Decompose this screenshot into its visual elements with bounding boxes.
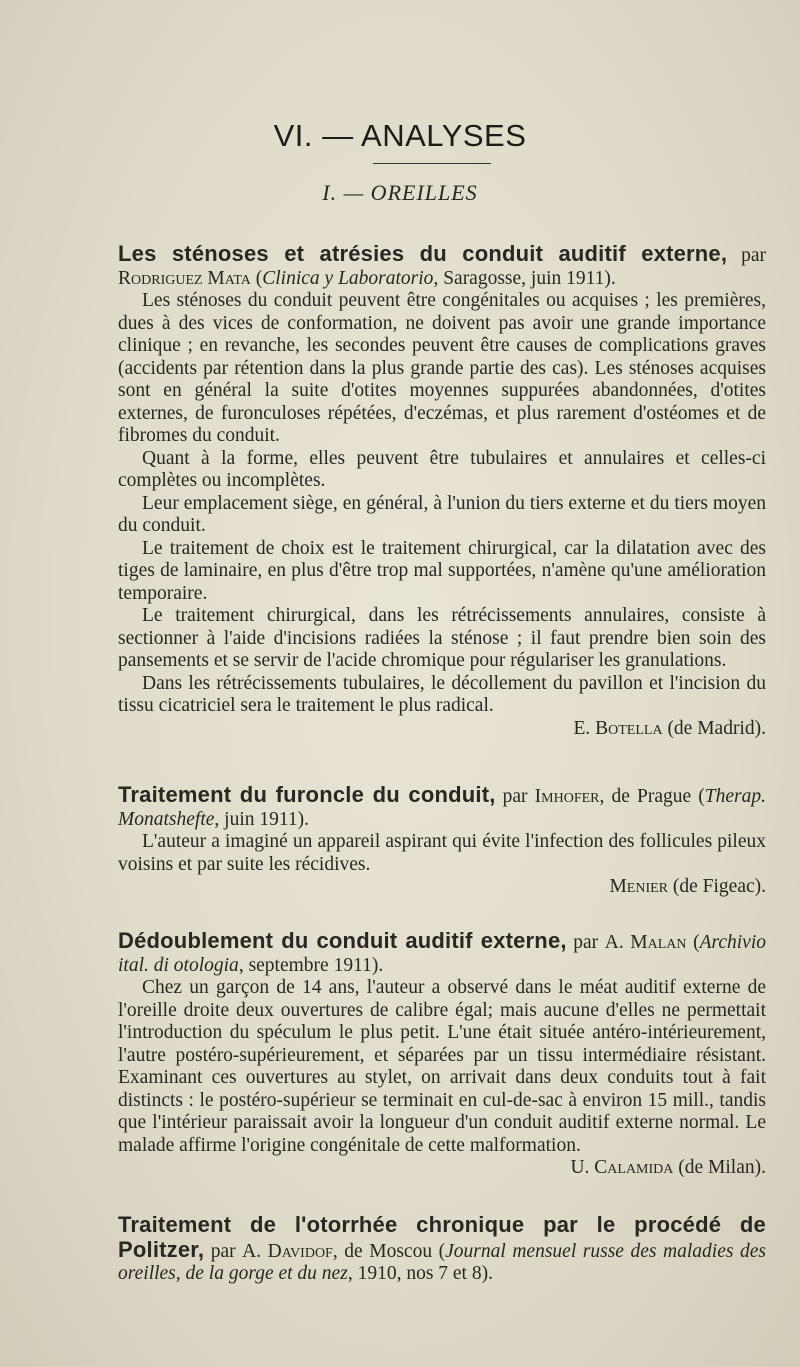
subsection-title: I. — OREILLES (322, 180, 478, 205)
article-signature (118, 876, 766, 899)
article-by: par (495, 786, 535, 807)
article-signature (118, 718, 766, 741)
article-heading: Les sténoses et atrésies du conduit auditif externe, (118, 241, 728, 266)
article-journal: Therap. Monatshefte (118, 786, 766, 830)
article-heading: Dédoublement du conduit auditif externe, (118, 928, 567, 953)
article-paragraph: Dans les rétrécissements tubulaires, le décollement du pavillon et l'incision du tissu cicatriciel sera le traitement le plus radical. (118, 672, 766, 716)
article-paragraph: Les sténoses du conduit peuvent être congénitales ou acquises ; les premières, dues à des vices de conformation, ne doivent pas avoir une grande importance clinique ; en revanche, les secondes peuvent être causes de complications graves (accidents par rétention dans la plus grande partie des cas). Les sténoses acquises sont en général la suite d'otites moyennes suppurées abandonnées, d'otites externes, de furonculoses répétées, d'eczémas, et plus rarement d'ostéomes et de fibromes du conduit. (118, 290, 766, 446)
signature-name: Menier (609, 876, 668, 897)
article-ref-open: ( (250, 267, 263, 289)
article-ref-open: , de Moscou ( (332, 1240, 446, 1262)
signature-place: (de Milan). (673, 1157, 766, 1178)
article-heading: Traitement du furoncle du conduit, (118, 782, 496, 807)
article-by: par (727, 245, 767, 266)
article-header (118, 930, 766, 977)
article-ref-rest: , 1910, nos 7 et 8). (347, 1263, 493, 1284)
article-paragraph: Le traitement chirurgical, dans les rétrécissements annulaires, consiste à sectionner à l'aide d'incisions radiées la sténose ; il faut prendre bien soin des pansements et se servir de l'acide chromique pour régulariser les granulations. (118, 605, 766, 671)
article-header (118, 243, 766, 290)
section-title: VI. — ANALYSES (273, 118, 527, 153)
article-paragraph: Leur emplacement siège, en général, à l'union du tiers externe et du tiers moyen du conduit. (118, 492, 766, 536)
article-heading: Traitement de l'otorrhée chronique par le procédé de Politzer, (118, 1212, 766, 1262)
article-ref-open: ( (686, 932, 700, 953)
article-otorrhee (118, 1214, 766, 1286)
article-author: Imhofer (534, 786, 600, 807)
signature-name: U. Calamida (570, 1157, 674, 1178)
article-by: par (566, 932, 605, 953)
signature-place: (de Madrid). (662, 717, 766, 739)
article-header (118, 784, 766, 831)
article-journal: Clinica y Laboratorio (262, 267, 434, 289)
article-author: Rodriguez Mata (118, 267, 251, 289)
article-by: par (204, 1240, 243, 1262)
article-header (118, 1214, 766, 1286)
article-ref-open: , de Prague ( (599, 786, 705, 807)
signature-place: (de Figeac). (668, 876, 766, 897)
article-author: A. Davidof (242, 1240, 333, 1262)
title-rule (373, 163, 491, 164)
article-furoncle (118, 784, 766, 899)
signature-name: E. Botella (573, 717, 663, 739)
article-paragraph: Quant à la forme, elles peuvent être tubulaires et annulaires et celles-ci complètes ou incomplètes. (118, 447, 766, 491)
article-paragraph: Le traitement de choix est le traitement chirurgical, car la dilatation avec des tiges de laminaire, en plus d'être trop mal supportées, n'amène qu'une amélioration temporaire. (118, 537, 766, 604)
article-paragraph: Chez un garçon de 14 ans, l'auteur a observé dans le méat auditif externe de l'oreille droite deux ouvertures de calibre égal; mais aucune d'elles ne permettait l'introduction du spéculum le plus petit. L'une était située antéro-intérieurement, l'autre postéro-supérieurement, et séparées par un tissu intermédiaire résistant. Examinant ces ouvertures au stylet, on arrivait dans deux conduits tout à fait distincts : le postéro-supérieur se terminait en cul-de-sac à environ 15 mill., tandis que l'intérieur paraissait avoir la longueur d'un conduit auditif externe normal. Le malade affirme l'origine congénitale de cette malformation. (118, 977, 766, 1156)
article-ref-rest: , juin 1911). (214, 808, 310, 830)
article-dedoublement (118, 930, 766, 1180)
article-paragraph: L'auteur a imaginé un appareil aspirant qui évite l'infection des follicules pileux voisins et par suite les récidives. (118, 831, 766, 875)
article-ref-rest: , septembre 1911). (238, 954, 384, 976)
article-ref-rest: , Saragosse, juin 1911). (433, 267, 616, 289)
article-stenoses (118, 243, 766, 740)
article-author: A. Malan (604, 932, 687, 953)
article-journal: Journal mensuel russe des maladies des oreilles, de la gorge et du nez (118, 1240, 767, 1284)
article-signature (118, 1157, 766, 1180)
article-journal: Archivio ital. di otologia (118, 932, 766, 976)
